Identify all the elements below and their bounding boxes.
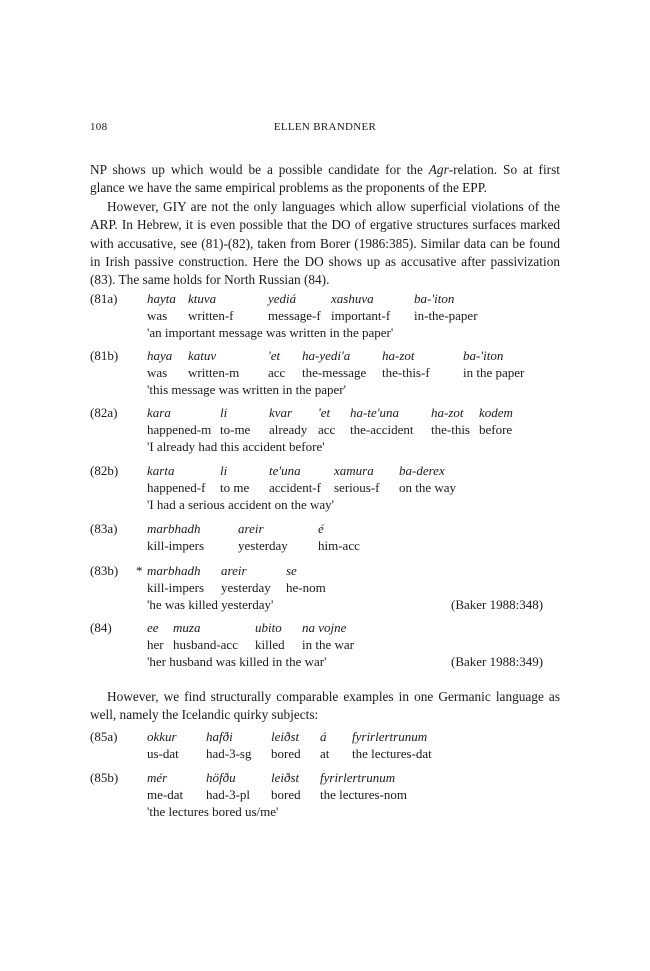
example-words: ee muza ubito na vojne [147, 620, 347, 635]
example-translation: 'this message was written in the paper' [147, 382, 346, 397]
example-translation: 'an important message was written in the paper' [147, 325, 394, 340]
example-words: okkur hafði leiðst á fyrirlertrunum [147, 729, 428, 744]
example-gloss: her husband-acc killed in the war [147, 637, 354, 652]
paragraph-2: However, GIY are not the only languages which allow superficial violations of the ARP. In Hebrew, it is even possible that the DO of ergative structures surfaces marked with accusative, see (81)-(82), taken from Borer (1986:385). Similar data can be found in Irish passive construction. Here the DO shows up as accusative after passivization (83). The same holds for North Russian (84). [90, 199, 560, 288]
example-gloss: was written-m acc the-message the-this-f in the paper [147, 365, 525, 380]
example-gloss: happened-f to me accident-f serious-f on the way [147, 480, 457, 495]
example-translation: 'he was killed yesterday' [147, 597, 274, 612]
example-translation: 'I had a serious accident on the way' [147, 497, 334, 512]
running-head: ELLEN BRANDNER [273, 121, 377, 133]
example-gloss: us-dat had-3-sg bored at the lectures-dat [147, 746, 432, 761]
example-translation: 'I already had this accident before' [147, 439, 325, 454]
example-translation: 'her husband was killed in the war' [147, 654, 327, 669]
example-words: haya katuv 'et ha-yedi'a ha-zot ba-'iton [147, 348, 504, 363]
example-words: karta li te'una xamura ba-derex [147, 463, 445, 478]
example-citation: (Baker 1988:349) [451, 654, 544, 669]
example-gloss: me-dat had-3-pl bored the lectures-nom [147, 787, 407, 802]
example-words: marbhadh areir é [147, 521, 324, 536]
example-words: kara li kvar 'et ha-te'una ha-zot kodem [147, 405, 513, 420]
example-gloss: kill-impers yesterday he-nom [147, 580, 326, 595]
example-words: mér höfðu leiðst fyrirlertrunum [147, 770, 396, 785]
example-gloss: happened-m to-me already acc the-accident the-this before [147, 422, 513, 437]
example-gloss: kill-impers yesterday him-acc [147, 538, 360, 553]
paragraph-3: However, we find structurally comparable examples in one Germanic language as well, namely the Icelandic quirky subjects: [90, 689, 560, 723]
paragraph-1: NP shows up which would be a possible candidate for the Agr-relation. So at first glance we have the same empirical problems as the proponents of the EPP. [90, 162, 560, 196]
example-gloss: was written-f message-f important-f in-the-paper [147, 308, 478, 323]
example-words: marbhadh areir se [147, 563, 297, 578]
example-words: hayta ktuva yediá xashuva ba-'iton [147, 291, 455, 306]
example-translation: 'the lectures bored us/me' [147, 804, 279, 819]
page-number: 108 [90, 121, 108, 133]
example-citation: (Baker 1988:348) [451, 597, 544, 612]
ungrammatical-star: * [136, 563, 143, 578]
